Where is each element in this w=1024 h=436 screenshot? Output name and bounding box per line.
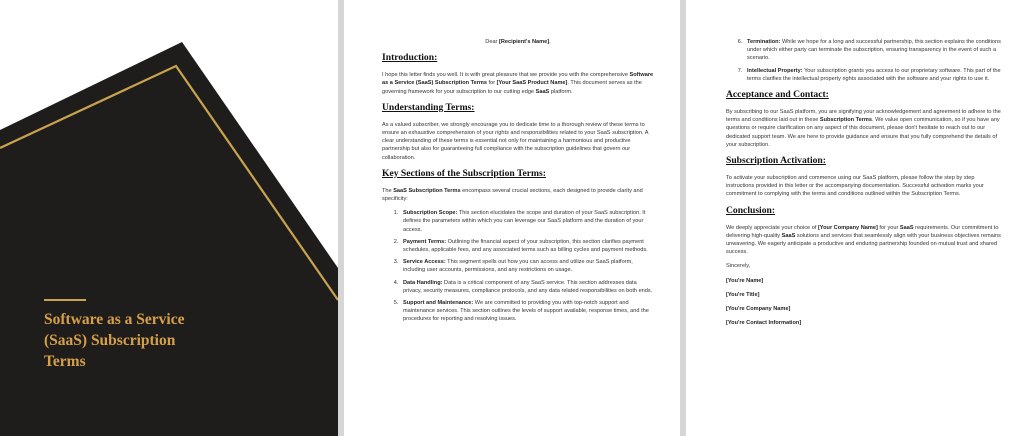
understanding-heading: Understanding Terms: [382,101,475,113]
intro-bold: SaaS [535,88,550,95]
signature-line: [You're Title] [726,291,760,298]
letter-page-1 [344,0,680,436]
key-intro-text: encompass several crucial sections, each designed to provide clarity and specificity: [382,187,643,203]
list-item [744,67,1002,83]
salutation-suffix: , [549,39,551,45]
salutation-prefix: Dear [485,39,499,45]
letter-page-2 [686,0,1024,436]
activation-paragraph: To activate your subscription and commence using our SaaS platform, please follow the step by step instructions provided in this letter or the accompanying documentation. Successful activation marks your commitment to complying with the terms and conditions outlined within the Subscription Terms. [726,175,984,198]
salutation [382,38,654,46]
list-item-title: Intellectual Property: [747,67,803,74]
conclusion-paragraph [726,224,1002,257]
list-item-text: Outlining the financial aspect of your subscription, this section clarifies payment schedules, applicable fees, and any associated terms such as billing cycles and payment methods. [403,238,648,254]
intro-text: platform. [549,88,573,95]
product-name: [Your SaaS Product Name] [496,80,568,87]
list-item-title: Support and Maintenance: [403,300,474,307]
key-intro-bold: SaaS Subscription Terms [393,187,461,194]
list-item-text: While we hope for a long and successful partnership, this section explains the conditions under which either party can terminate the subscription, ensuring transparency in the event of such a scenario. [747,39,1001,62]
cover-title-rule [44,299,86,301]
key-intro-text: The [382,187,394,194]
acceptance-paragraph [726,108,1002,149]
list-item [744,38,1002,63]
intro-paragraph [382,71,654,96]
acceptance-heading: Acceptance and Contact: [726,89,829,101]
key-sections-list [382,209,654,323]
list-item-title: Service Access: [403,259,446,266]
list-item-text: Data is a critical component of any SaaS service. This section addresses data privacy, security measures, compliance protocols, and any data related responsibilities on both ends. [403,279,653,294]
intro-heading: Introduction: [382,52,438,64]
key-sections-list-continued [726,38,1002,83]
list-item-text: We are committed to providing you with top-notch support and maintenance services. This section outlines the levels of support available, response times, and the procedures for reporting and resolving issues. [403,300,649,323]
intro-text: for [486,80,497,87]
signature-title [726,291,1002,299]
list-item-text: This segment spells out how you can access and utilize our SaaS platform, including user accounts, permissions, and any restrictions on usage. [403,259,633,274]
conclusion-heading: Conclusion: [726,204,776,216]
list-item-title: Termination: [747,39,781,45]
list-item [400,238,654,254]
list-item-title: Subscription Scope: [403,210,458,217]
conclusion-bold: SaaS [899,224,914,231]
understanding-paragraph: As a valued subscriber, we strongly encourage you to dedicate time to a thorough review of these terms to ensure an exhaustive comprehension of your rights and responsibilities related to your SaaS subscription. A clear understanding of these terms is essential not only for maintaining a harmonious and productive partnership but also for guaranteeing full compliance with the subscription guidelines that govern our collaboration. [382,121,649,161]
closing: Sincerely, [726,263,751,270]
list-item-text: Your subscription grants you access to our proprietary software. This part of the terms clarifies the intellectual property rights associated with the software and your rights to use it. [747,67,1001,82]
signature-line: [You're Name] [726,277,764,284]
signature-line: [You're Company Name] [726,306,791,313]
acceptance-bold: Subscription Terms [819,117,873,124]
signature-company [726,305,1002,313]
conclusion-bold: SaaS [781,232,796,239]
acceptance-text: . We value open communication, so if you have any questions or require clarification on any aspect of this document, please don't hesitate to reach out to our dedicated support team. We are here to provide guidance and ensure that you fully comprehend the details of your subscription. [726,117,1000,148]
list-item [400,299,654,324]
conclusion-text: for your [877,224,900,231]
list-item-title: Data Handling: [403,279,443,286]
key-sections-intro [382,187,654,203]
list-item [400,209,654,234]
key-sections-heading: Key Sections of the Subscription Terms: [382,167,546,179]
signature-contact [726,319,1002,327]
list-item [400,258,654,274]
acceptance-text: By subscribing to our SaaS platform, you are signifying your acknowledgement and agreement to adhere to the terms and conditions laid out in these [726,109,1001,124]
signature-line: [You're Contact Information] [726,320,802,327]
conclusion-text: requirements. Our commitment to delivering high-quality [726,224,999,239]
conclusion-text: We deeply appreciate your choice of [726,224,818,231]
signature-name [726,277,1002,285]
conclusion-text: solutions and services that seamlessly align with your business objectives remains unwavering. We eagerly anticipate a productive and enduring partnership founded on mutual trust and shared success. [726,232,1001,256]
cover-page [0,0,338,436]
list-item-title: Payment Terms: [403,238,447,245]
intro-text: I hope this letter finds you well. It is with great pleasure that we provide you with the comprehensive [382,72,630,79]
list-item [400,279,654,295]
list-item-text: This section elucidates the scope and duration of your SaaS subscription. It defines the parameters within which you can leverage our SaaS platform and the duration of your access. [403,210,646,233]
cover-dark-shape [0,42,338,436]
activation-heading: Subscription Activation: [726,155,826,167]
cover-title: Software as a Service (SaaS) Subscription Terms [44,311,185,370]
intro-bold: Software as a Service (SaaS) Subscription Terms [382,72,654,87]
recipient-name: [Recipient's Name] [498,39,550,45]
intro-text: . This document serves as the governing framework for your subscription to our cutting edge [382,80,642,95]
company-name: [Your Company Name] [817,224,878,231]
